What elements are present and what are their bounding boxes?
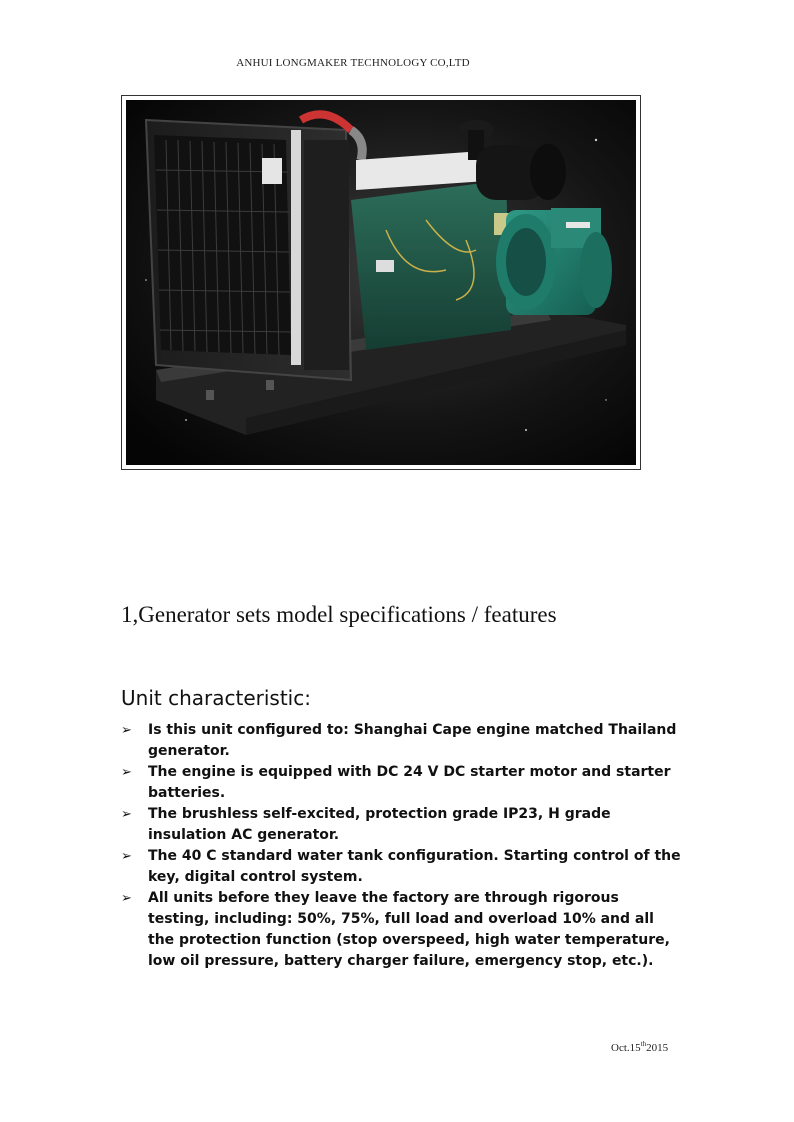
list-item-text: Is this unit configured to: Shanghai Cape engine matched Thailand generator.	[148, 722, 677, 759]
arrow-bullet-icon: ➢	[121, 891, 132, 906]
arrow-bullet-icon: ➢	[121, 849, 132, 864]
generator-photo-frame	[121, 95, 641, 470]
list-item-text: The brushless self-excited, protection grade IP23, H grade insulation AC generator.	[148, 806, 611, 843]
list-item	[121, 762, 681, 804]
list-item	[121, 720, 681, 762]
section-title: 1,Generator sets model specifications / features	[121, 602, 557, 627]
date-ordinal: th	[640, 1040, 647, 1048]
footer-date	[611, 1042, 668, 1054]
characteristics-list	[121, 720, 681, 972]
list-item-text: The engine is equipped with DC 24 V DC starter motor and starter batteries.	[148, 764, 671, 801]
list-item	[121, 804, 681, 846]
arrow-bullet-icon: ➢	[121, 807, 132, 822]
date-year: 2015	[646, 1042, 669, 1054]
generator-photo	[126, 100, 636, 465]
unit-characteristic-heading: Unit characteristic:	[121, 686, 311, 710]
list-item	[121, 888, 681, 972]
list-item-text: The 40 C standard water tank configuration. Starting control of the key, digital control system.	[148, 848, 681, 885]
arrow-bullet-icon: ➢	[121, 765, 132, 780]
list-item-text: All units before they leave the factory are through rigorous testing, including: 50%, 75%, full load and overload 10% and all the protection function (stop overspeed, high water temperature, low oil pressure, battery charger failure, emergency stop, etc.).	[148, 890, 670, 969]
date-prefix: Oct.15	[611, 1042, 641, 1054]
arrow-bullet-icon: ➢	[121, 723, 132, 738]
company-header: ANHUI LONGMAKER TECHNOLOGY CO,LTD	[236, 57, 470, 69]
list-item	[121, 846, 681, 888]
